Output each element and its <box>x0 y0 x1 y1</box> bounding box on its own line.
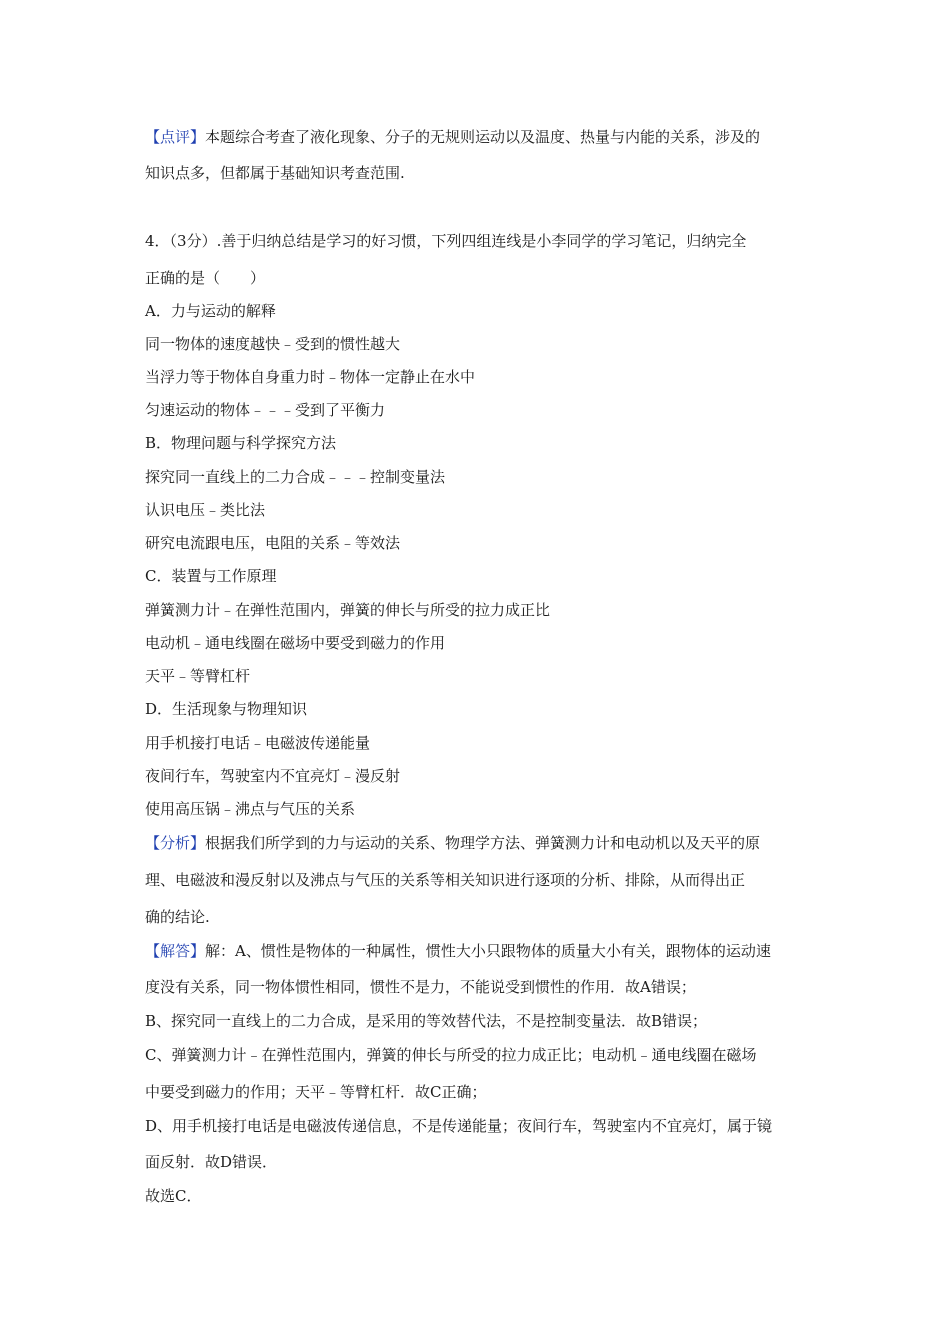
question-stem-line-1: 4．（3分）.善于归纳总结是学习的好习惯，下列四组连线是小李同学的学习笔记，归纳完全 <box>145 232 747 250</box>
question-stem-line-2: 正确的是（ ） <box>145 269 266 287</box>
answer-line-8: 故选C． <box>145 1187 202 1205</box>
answer-line-5: 中要受到磁力的作用；天平﹣等臂杠杆．故C正确； <box>145 1083 487 1101</box>
option-a-item: 匀速运动的物体﹣﹣﹣受到了平衡力 <box>145 401 386 419</box>
answer-tag: 【解答】 <box>145 942 206 960</box>
analysis-line-2: 理、电磁波和漫反射以及沸点与气压的关系等相关知识进行逐项的分析、排除，从而得出正 <box>145 871 746 889</box>
option-b-item: 探究同一直线上的二力合成﹣﹣﹣控制变量法 <box>145 468 446 486</box>
option-a-item: 同一物体的速度越快﹣受到的惯性越大 <box>145 335 401 353</box>
option-b-title: B．物理问题与科学探究方法 <box>145 434 337 452</box>
option-a-title: A．力与运动的解释 <box>145 302 276 320</box>
analysis-line-3: 确的结论. <box>145 908 210 926</box>
review-tag: 【点评】 <box>145 128 206 146</box>
option-c-item: 弹簧测力计﹣在弹性范围内，弹簧的伸长与所受的拉力成正比 <box>145 601 551 619</box>
answer-line-1 <box>145 940 771 962</box>
review-line-1 <box>145 126 760 148</box>
option-b-item: 研究电流跟电压，电阻的关系﹣等效法 <box>145 534 401 552</box>
option-b-item: 认识电压﹣类比法 <box>145 501 266 519</box>
review-line-2: 知识点多，但都属于基础知识考查范围. <box>145 164 405 182</box>
option-c-item: 天平﹣等臂杠杆 <box>145 667 251 685</box>
option-d-title: D．生活现象与物理知识 <box>145 700 308 718</box>
answer-line-6: D、用手机接打电话是电磁波传递信息，不是传递能量；夜间行车，驾驶室内不宜亮灯，属于镜 <box>145 1117 773 1135</box>
review-text-1: 本题综合考查了液化现象、分子的无规则运动以及温度、热量与内能的关系，涉及的 <box>205 128 761 146</box>
answer-line-3: B、探究同一直线上的二力合成，是采用的等效替代法，不是控制变量法．故B错误； <box>145 1012 708 1030</box>
answer-line-4: C、弹簧测力计﹣在弹性范围内，弹簧的伸长与所受的拉力成正比；电动机﹣通电线圈在磁场 <box>145 1046 757 1064</box>
option-c-title: C．装置与工作原理 <box>145 567 277 585</box>
option-d-item: 夜间行车，驾驶室内不宜亮灯﹣漫反射 <box>145 767 401 785</box>
answer-line-2: 度没有关系，同一物体惯性相同，惯性不是力，不能说受到惯性的作用．故A错误； <box>145 978 696 996</box>
analysis-line-1 <box>145 832 760 854</box>
option-c-item: 电动机﹣通电线圈在磁场中要受到磁力的作用 <box>145 634 446 652</box>
answer-text-1: 解：A、惯性是物体的一种属性，惯性大小只跟物体的质量大小有关，跟物体的运动速 <box>205 942 771 960</box>
analysis-text-1: 根据我们所学到的力与运动的关系、物理学方法、弹簧测力计和电动机以及天平的原 <box>205 834 761 852</box>
option-d-item: 用手机接打电话﹣电磁波传递能量 <box>145 734 371 752</box>
option-a-item: 当浮力等于物体自身重力时﹣物体一定静止在水中 <box>145 368 476 386</box>
answer-line-7: 面反射．故D错误． <box>145 1153 278 1171</box>
option-d-item: 使用高压锅﹣沸点与气压的关系 <box>145 800 356 818</box>
analysis-tag: 【分析】 <box>145 834 206 852</box>
